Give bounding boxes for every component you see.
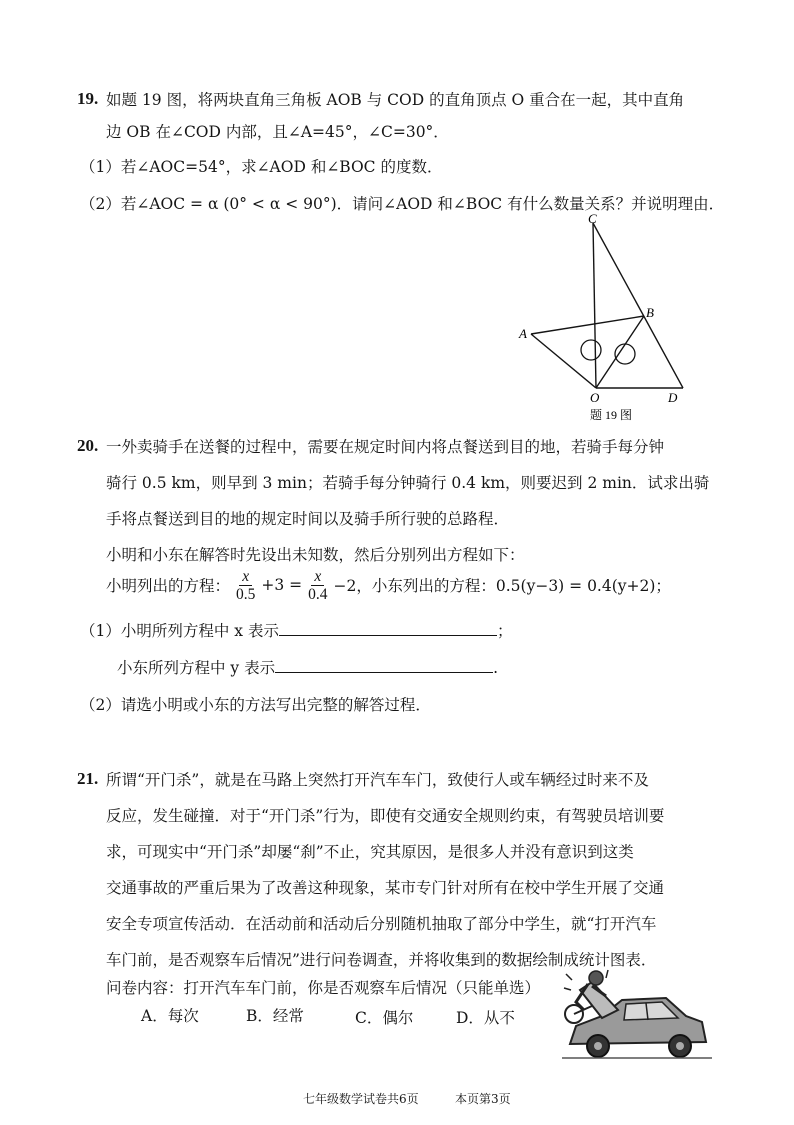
fraction-2	[305, 568, 330, 603]
segment-co	[593, 223, 596, 388]
q21-line4: 交通事故的严重后果为了改善这种现象，某市专门针对所有在校中学生开展了交通	[106, 879, 665, 897]
q21-line6: 车门前，是否观察车后情况”进行问卷调查，并将收集到的数据绘制成统计图表．	[106, 951, 657, 969]
q20-equations	[106, 566, 671, 604]
option-b: B．经常	[246, 1007, 304, 1025]
q19-figure	[510, 210, 710, 425]
fraction-2-numerator: x	[311, 568, 324, 586]
fraction-1	[233, 568, 258, 603]
q20-line3: 手将点餐送到目的地的规定时间以及骑手所行驶的总路程．	[106, 510, 510, 528]
option-c: C．偶尔	[355, 1009, 414, 1027]
q20-line2: 骑行 0.5 km，则早到 3 min；若骑手每分钟骑行 0.4 km，则要迟到 2 min．试求出骑	[106, 474, 710, 492]
footer-page-number: 本页第3页	[455, 1092, 511, 1106]
q21-line3: 求，可现实中“开门杀”却屡“刹”不止，究其原因，是很多人并没有意识到这类	[106, 843, 634, 861]
segment-ab	[531, 316, 644, 334]
part1-a-end: ；	[496, 622, 513, 640]
q20-number: 20.	[77, 436, 99, 455]
q21-line5: 安全专项宣传活动．在活动前和活动后分别随机抽取了部分中学生，就“打开汽车	[106, 915, 657, 933]
q20-part1-b	[117, 656, 498, 678]
q19-line1: 如题 19 图，将两块直角三角板 AOB 与 COD 的直角顶点 O 重合在一起，其中直角	[106, 91, 685, 109]
q20-line4: 小明和小东在解答时先设出未知数，然后分别列出方程如下：	[106, 546, 525, 564]
q20-line1: 一外卖骑手在送餐的过程中，需要在规定时间内将点餐送到目的地，若骑手每分钟	[106, 438, 665, 456]
equation-tail: −2，小东列出的方程：0.5(y−3) = 0.4(y+2)；	[333, 577, 671, 595]
fraction-2-denominator: 0.4	[308, 585, 328, 603]
fraction-1-numerator: x	[239, 568, 252, 586]
label-c: C	[588, 211, 597, 226]
label-a: A	[519, 326, 527, 341]
q19-part2: （2）若∠AOC = α (0° < α < 90°)．请问∠AOD 和∠BOC 有什么数量关系？并说明理由．	[80, 195, 725, 213]
segment-ao	[531, 334, 596, 388]
q19-part1: （1）若∠AOC=54°，求∠AOD 和∠BOC 的度数．	[80, 158, 443, 176]
footer-total-pages: 七年级数学试卷共6页	[303, 1092, 419, 1106]
q21-line2: 反应，发生碰撞．对于“开门杀”行为，即使有交通安全规则约束，有驾驶员培训要	[106, 807, 665, 825]
option-a: A．每次	[141, 1007, 199, 1025]
equation-middle: +3 =	[261, 576, 303, 594]
answer-blank-y[interactable]	[275, 672, 493, 673]
answer-blank-x[interactable]	[279, 635, 497, 636]
xm-equation-label: 小明列出的方程：	[106, 577, 231, 595]
q21-line1: 所谓“开门杀”，就是在马路上突然打开汽车车门，致使行人或车辆经过时来不及	[106, 771, 649, 789]
part1-b-text: 小东所列方程中 y 表示	[117, 659, 276, 677]
q20-part1-a	[80, 619, 512, 641]
set-square-hole	[581, 340, 601, 360]
figure-caption: 题 19 图	[590, 408, 633, 422]
part1-b-end: .	[493, 659, 499, 677]
option-d: D．从不	[456, 1009, 515, 1027]
q20-part2: （2）请选小明或小东的方法写出完整的解答过程．	[80, 696, 431, 714]
segment-ob	[596, 316, 644, 388]
fraction-1-denominator: 0.5	[236, 585, 256, 603]
label-b: B	[646, 305, 654, 320]
segment-cd	[593, 223, 683, 388]
q21-line7: 问卷内容：打开汽车车门前，你是否观察车后情况（只能单选）	[106, 979, 541, 997]
part1-a-text: （1）小明所列方程中 x 表示	[80, 622, 279, 640]
label-d: D	[668, 390, 678, 405]
car-door-accident-illustration	[562, 966, 712, 1066]
q19-number: 19.	[77, 89, 99, 108]
q21-number: 21.	[77, 769, 99, 788]
label-o: O	[590, 390, 600, 405]
q19-line2: 边 OB 在∠COD 内部，且∠A=45°，∠C=30°．	[106, 123, 449, 141]
